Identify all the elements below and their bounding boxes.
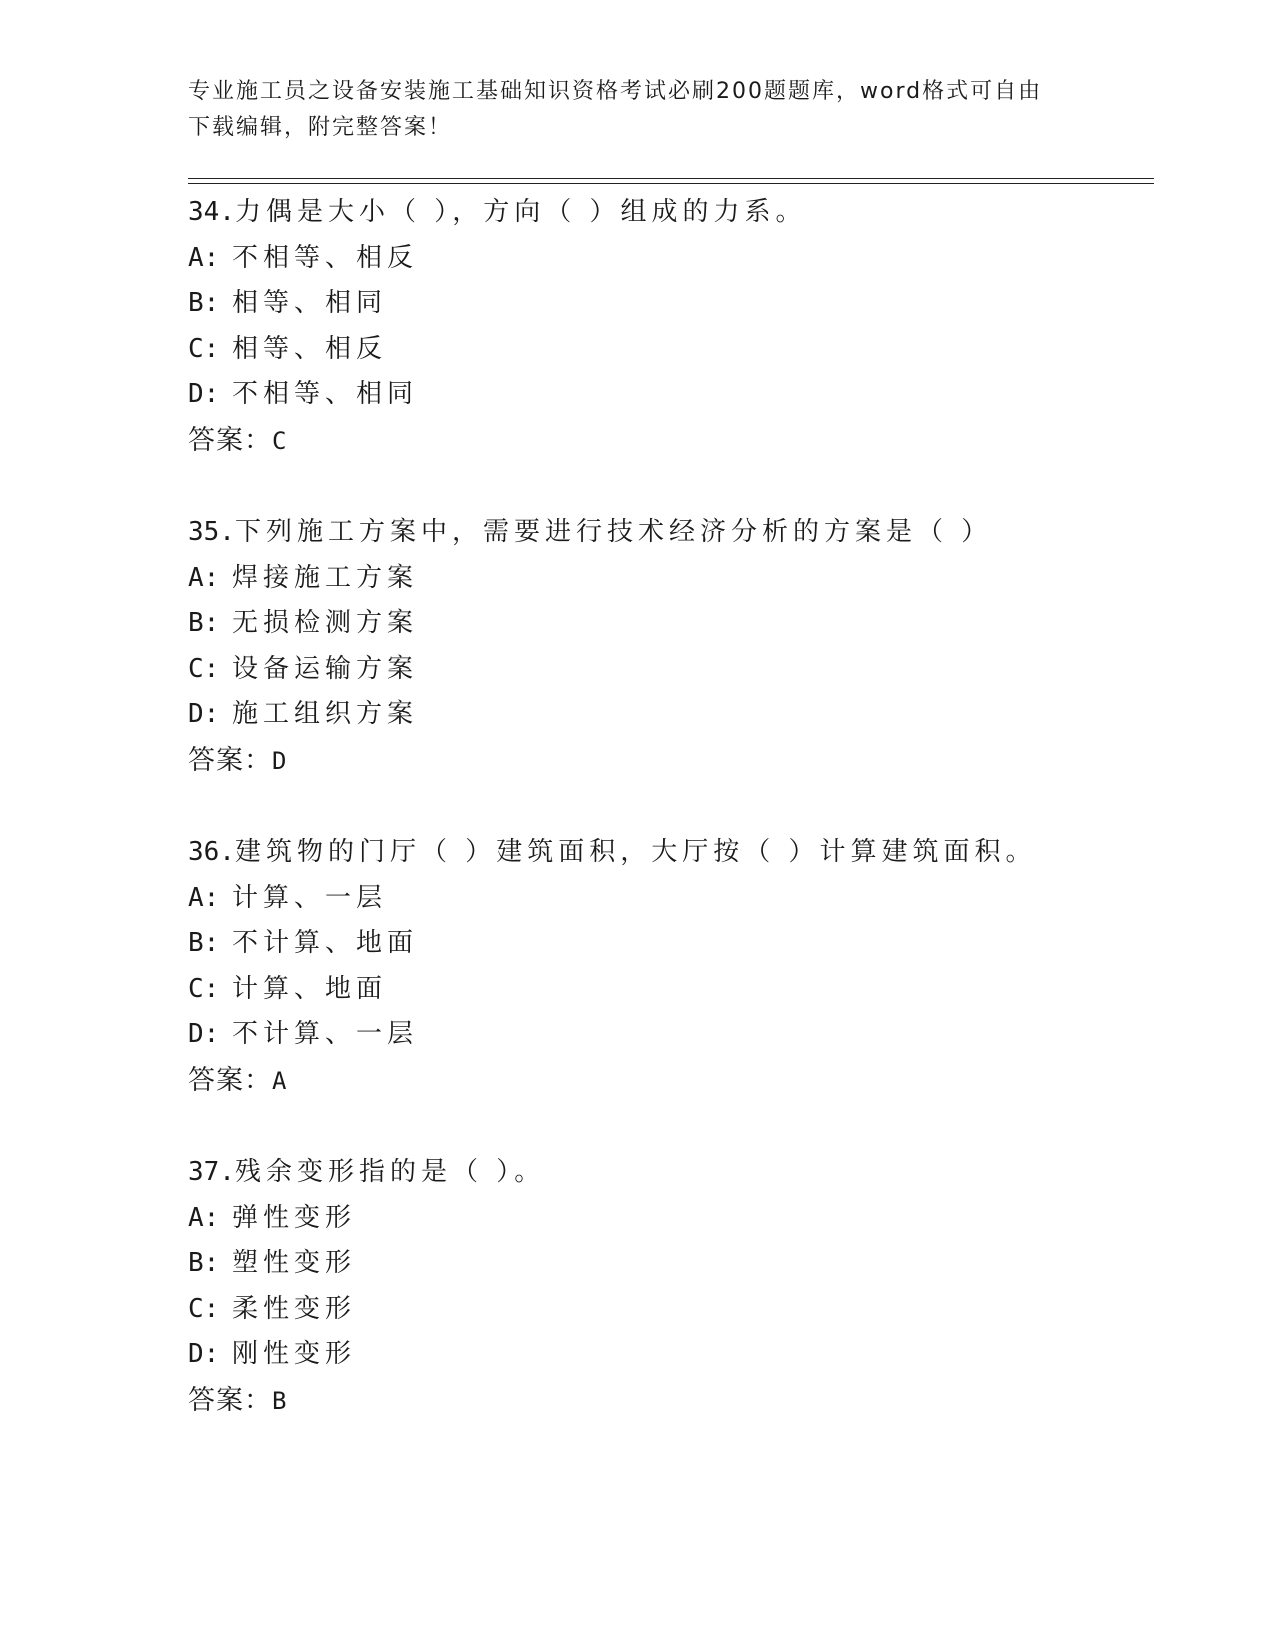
option-letter: D: [188,1019,220,1050]
header-divider-top [188,178,1154,179]
header-divider-bottom [188,183,1154,184]
question-number: 34. [188,197,235,227]
option-letter: A: [188,1202,220,1233]
option-text: 相等、相反 [232,333,388,364]
option-c [188,967,1154,1013]
answer-label: 答案： [188,1384,272,1416]
document-header [188,74,1088,146]
option-letter: B: [188,928,220,959]
option-text: 相等、相同 [232,288,388,319]
question-text: 残余变形指的是（ ）。 [234,1157,546,1187]
question-stem [188,190,1154,236]
answer-line [188,738,1154,784]
option-a [188,556,1154,602]
question-35 [188,510,1154,830]
option-a [188,236,1154,282]
option-text: 刚性变形 [232,1339,357,1370]
option-b [188,1241,1154,1287]
option-letter: B: [188,1248,220,1279]
answer-line [188,1058,1154,1104]
answer-value: B [272,1386,288,1415]
question-36 [188,830,1154,1150]
option-text: 计算、一层 [232,882,388,913]
answer-label: 答案： [188,424,272,456]
option-letter: B: [188,288,220,319]
question-list [188,190,1154,1470]
option-text: 计算、地面 [232,973,388,1004]
option-b [188,601,1154,647]
option-c [188,647,1154,693]
answer-label: 答案： [188,744,272,776]
option-letter: A: [188,562,220,593]
option-text: 不计算、地面 [232,928,419,959]
answer-line [188,418,1154,464]
option-letter: C: [188,333,220,364]
option-text: 塑性变形 [232,1248,357,1279]
option-text: 不相等、相反 [232,242,419,273]
option-letter: C: [188,653,220,684]
answer-value: D [272,746,288,775]
question-stem [188,830,1154,876]
question-number: 36. [188,837,235,867]
question-number: 37. [188,1157,235,1187]
answer-line [188,1378,1154,1424]
option-c [188,1287,1154,1333]
option-letter: D: [188,699,220,730]
question-stem [188,510,1154,556]
option-b [188,921,1154,967]
question-number: 35. [188,517,235,547]
question-37 [188,1150,1154,1470]
option-text: 施工组织方案 [232,699,419,730]
option-letter: C: [188,973,220,1004]
option-d [188,692,1154,738]
option-d [188,372,1154,418]
question-text: 建筑物的门厅（ ）建筑面积，大厅按（ ）计算建筑面积。 [234,837,1037,867]
answer-label: 答案： [188,1064,272,1096]
option-c [188,327,1154,373]
option-letter: A: [188,242,220,273]
option-a [188,1196,1154,1242]
option-text: 不计算、一层 [232,1019,419,1050]
option-letter: A: [188,882,220,913]
option-d [188,1012,1154,1058]
answer-value: A [272,1066,288,1095]
option-letter: B: [188,608,220,639]
option-d [188,1332,1154,1378]
question-stem [188,1150,1154,1196]
header-line-2: 下载编辑，附完整答案！ [188,115,453,140]
option-letter: D: [188,379,220,410]
question-text: 下列施工方案中，需要进行技术经济分析的方案是（ ） [234,517,993,547]
option-text: 设备运输方案 [232,653,419,684]
answer-value: C [272,426,288,455]
option-b [188,281,1154,327]
option-letter: C: [188,1293,220,1324]
option-text: 不相等、相同 [232,379,419,410]
option-text: 弹性变形 [232,1202,357,1233]
option-text: 柔性变形 [232,1293,357,1324]
header-line-1: 专业施工员之设备安装施工基础知识资格考试必刷200题题库，word格式可自由 [188,79,1043,104]
question-text: 力偶是大小（ ），方向（ ）组成的力系。 [234,197,807,227]
option-letter: D: [188,1339,220,1370]
option-a [188,876,1154,922]
option-text: 无损检测方案 [232,608,419,639]
question-34 [188,190,1154,510]
option-text: 焊接施工方案 [232,562,419,593]
